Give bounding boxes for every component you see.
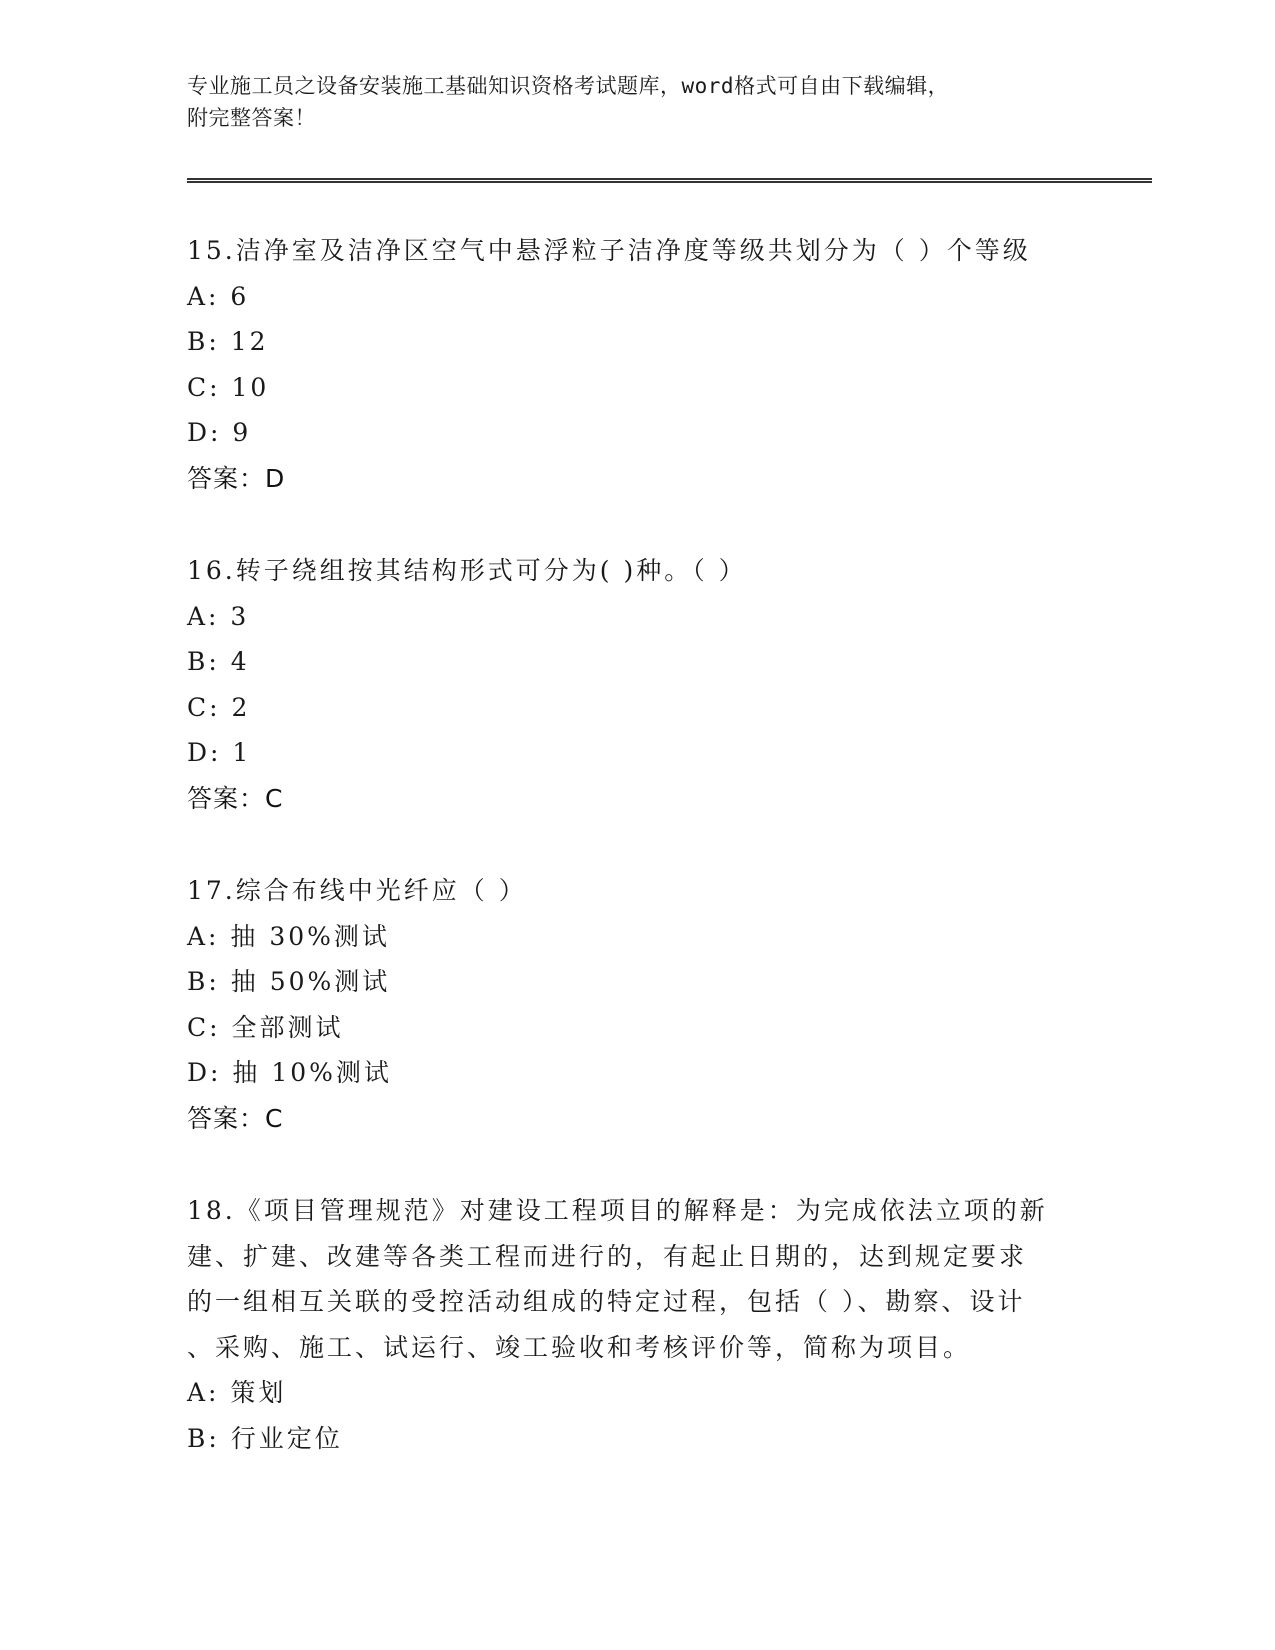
option-b: B: 抽 50%测试 [187, 967, 391, 996]
document-header [187, 70, 1067, 134]
question-title-line-1: 18.《项目管理规范》对建设工程项目的解释是：为完成依法立项的新 [187, 1196, 1048, 1225]
question-title: 15.洁净室及洁净区空气中悬浮粒子洁净度等级共划分为（ ）个等级 [187, 236, 1031, 265]
question-16 [187, 548, 1152, 821]
question-15 [187, 228, 1152, 501]
question-title: 17.综合布线中光纤应（ ） [187, 876, 527, 905]
option-d: D: 9 [187, 418, 252, 447]
option-c: C: 全部测试 [187, 1012, 344, 1042]
option-b: B: 行业定位 [187, 1423, 343, 1453]
question-title-line-4: 、采购、施工、试运行、竣工验收和考核评价等，简称为项目。 [187, 1332, 972, 1362]
header-divider [187, 178, 1152, 183]
question-17 [187, 868, 1152, 1141]
option-c: C: 2 [187, 692, 251, 722]
option-d: D: 抽 10%测试 [187, 1058, 392, 1087]
header-line-2: 附完整答案！ [187, 106, 316, 130]
option-a: A: 策划 [187, 1378, 287, 1407]
question-list [187, 228, 1152, 1508]
answer-label: 答案：C [187, 783, 284, 813]
option-d: D: 1 [187, 738, 252, 767]
document-page [187, 70, 1152, 1453]
option-b: B: 4 [187, 647, 250, 676]
option-b: B: 12 [187, 327, 269, 356]
answer-label: 答案：C [187, 1103, 284, 1133]
question-title-line-3: 的一组相互关联的受控活动组成的特定过程，包括（ ）、勘察、设计 [187, 1287, 1026, 1316]
header-line-1: 专业施工员之设备安装施工基础知识资格考试题库，word格式可自由下载编辑， [187, 74, 950, 98]
option-a: A: 抽 30%测试 [187, 921, 390, 951]
question-title: 16.转子绕组按其结构形式可分为( )种。（ ） [187, 556, 747, 585]
option-a: A: 6 [187, 281, 250, 311]
question-18 [187, 1188, 1152, 1461]
option-a: A: 3 [187, 601, 250, 631]
option-c: C: 10 [187, 372, 270, 402]
question-title-line-2: 建、扩建、改建等各类工程而进行的，有起止日期的，达到规定要求 [187, 1241, 1028, 1271]
answer-label: 答案：D [187, 463, 286, 493]
